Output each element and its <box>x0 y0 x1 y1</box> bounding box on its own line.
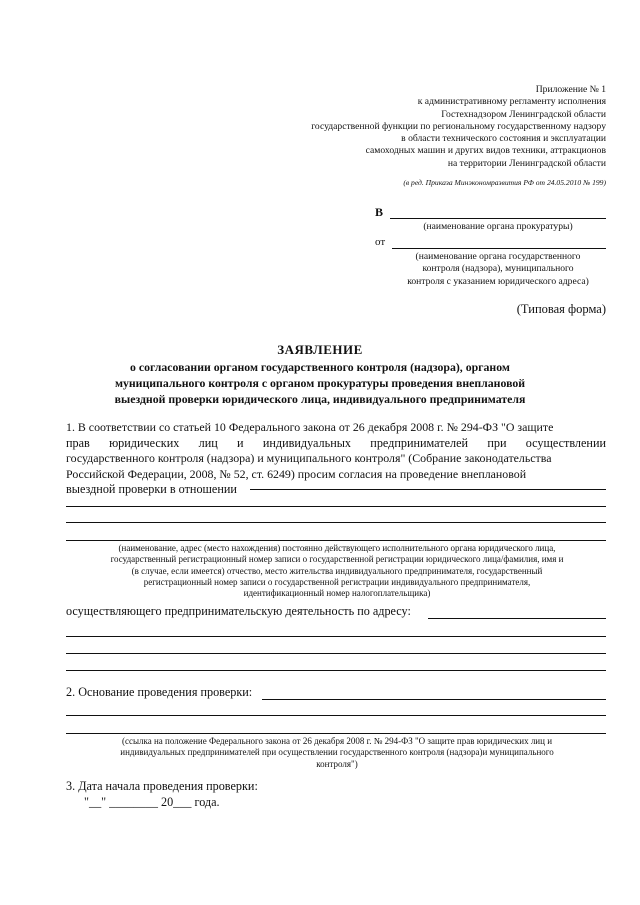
caption-line: индивидуальных предпринимателей при осуществлении государственного контроля (надзора)и муниципального <box>120 747 554 758</box>
caption-line: регистрационный номер записи о государственной регистрации индивидуального предпринимателя, <box>143 576 531 587</box>
subtitle-line: о согласовании органом государственного контроля (надзора), органом <box>130 360 510 374</box>
basis-field-line[interactable] <box>262 699 606 700</box>
from-caption-line: контроля (надзора), муниципального <box>422 263 574 275</box>
form-type-label: (Типовая форма) <box>516 302 606 316</box>
caption-line: государственный регистрационный номер записи о государственной регистрации юридического лица/фамилия, имя и <box>110 554 564 565</box>
section-3-label: 3. Дата начала проведения проверки: <box>66 779 258 793</box>
address-label: осуществляющего предпринимательскую деятельность по адресу: <box>66 604 411 618</box>
from-label: от <box>375 236 386 248</box>
appendix-line: Приложение № 1 <box>535 84 606 95</box>
section-1-paragraph <box>66 420 606 498</box>
from-field-line[interactable] <box>392 248 606 249</box>
start-date-field[interactable]: "__" ________ 20___ года. <box>84 795 220 809</box>
subtitle-line: выездной проверки юридического лица, индивидуального предпринимателя <box>114 392 526 406</box>
to-field-line[interactable] <box>390 218 606 219</box>
appendix-line: на территории Ленинградской области <box>447 157 606 169</box>
caption-line: (ссылка на положение Федерального закона от 26 декабря 2008 г. № 294-ФЗ "О защите прав юридических лиц и <box>121 736 553 746</box>
from-caption-line: контроля с указанием юридического адреса) <box>407 275 589 287</box>
section-2-caption <box>62 736 612 770</box>
caption-line: идентификационный номер налогоплательщика) <box>243 588 431 599</box>
target-field-line[interactable] <box>250 489 606 490</box>
document-subtitle <box>70 359 570 407</box>
target-field-line[interactable] <box>66 522 606 523</box>
subtitle-line: муниципального контроля с органом прокуратуры проведения внеплановой <box>114 376 526 390</box>
section-2-label: 2. Основание проведения проверки: <box>66 685 253 699</box>
appendix-line: в области технического состояния и эксплуатации <box>401 133 606 145</box>
basis-field-line[interactable] <box>66 715 606 716</box>
appendix-line: государственной функции по региональному государственному надзору <box>311 120 606 132</box>
basis-field-line[interactable] <box>66 733 606 734</box>
section-1-line: выездной проверки в отношении <box>66 482 237 497</box>
section-1-line: государственного контроля (надзора) и муниципального контроля" (Собрание законодательства <box>66 451 552 466</box>
address-field-line[interactable] <box>66 636 606 637</box>
section-1-line: 1. В соответствии со статьей 10 Федерального закона от 26 декабря 2008 г. № 294-ФЗ "О защите <box>66 420 554 434</box>
caption-line: (наименование, адрес (место нахождения) постоянно действующего исполнительного органа юридического лица, <box>118 543 556 553</box>
from-caption-line: (наименование органа государственного <box>415 251 581 262</box>
edition-note: (в ред. Приказа Минэкономразвития РФ от 24.05.2010 № 199) <box>403 178 606 187</box>
address-field-line[interactable] <box>66 653 606 654</box>
section-1-caption <box>62 543 612 599</box>
appendix-header <box>246 84 606 170</box>
document-title: ЗАЯВЛЕНИЕ <box>277 342 363 357</box>
caption-line: (в случае, если имеется) отчество, место жительства индивидуального предпринимателя, государственный <box>131 565 543 576</box>
address-field-line[interactable] <box>428 618 606 619</box>
section-1-line: Российской Федерации, 2008, № 52, ст. 6249) просим согласия на проведение внеплановой <box>66 466 527 481</box>
appendix-line: Гостехнадзором Ленинградской области <box>441 108 606 120</box>
to-caption: (наименование органа прокуратуры) <box>423 221 573 232</box>
address-field-line[interactable] <box>66 670 606 671</box>
appendix-line: самоходных машин и других видов техники, аттракционов <box>365 145 606 157</box>
caption-line: контроля") <box>316 758 358 769</box>
target-field-line[interactable] <box>66 540 606 541</box>
to-label: В <box>375 205 384 219</box>
target-field-line[interactable] <box>66 506 606 507</box>
section-1-line: прав юридических лиц и индивидуальных предпринимателей при осуществлении <box>66 435 606 450</box>
appendix-line: к административному регламенту исполнения <box>417 96 606 108</box>
from-caption <box>392 251 604 288</box>
